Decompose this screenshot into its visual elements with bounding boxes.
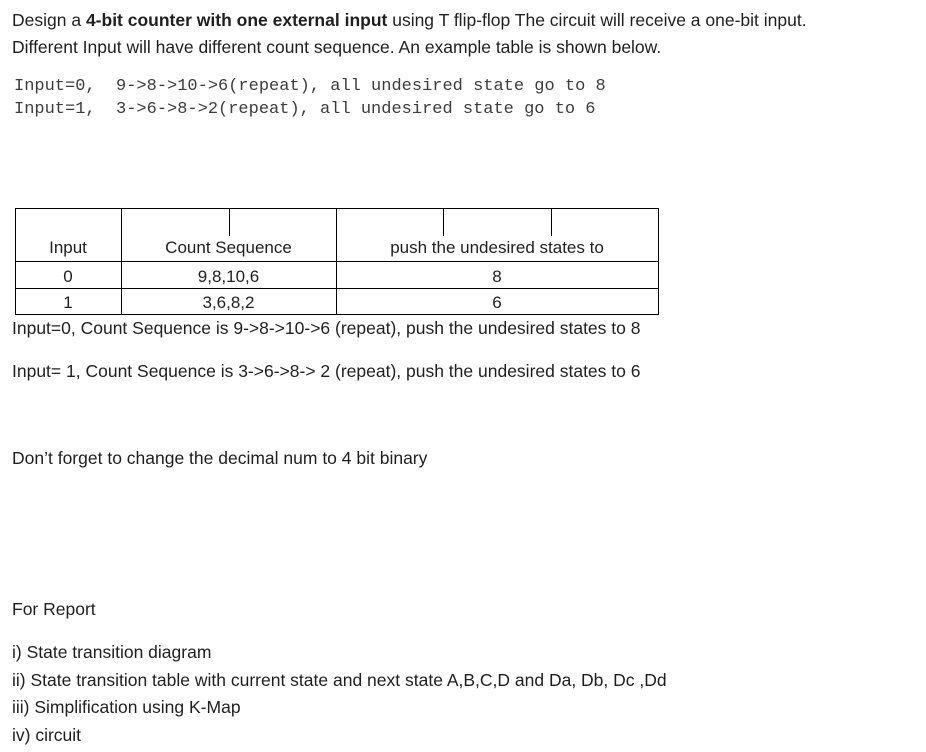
report-item: i) State transition diagram [12,642,212,662]
intro-text-cont: using T flip-flop The circuit will receive a one-bit input. [387,10,807,30]
note-reminder: Don’t forget to change the decimal num to 4 bit binary [12,448,428,468]
table-cell-input: 0 [63,267,73,286]
sequence-table [15,208,659,315]
table-cell-undesired: 8 [492,267,502,286]
report-item: ii) State transition table with current state and next state A,B,C,D and Da, Db, Dc ,Dd [12,670,667,690]
table-header-count-sequence: Count Sequence [165,238,292,257]
report-item: iii) Simplification using K-Map [12,697,241,717]
code-line-1: Input=0, 9->8->10->6(repeat), all undesired state go to 8 [14,77,606,96]
note-input-1: Input= 1, Count Sequence is 3->6->8-> 2 (repeat), push the undesired states to 6 [12,361,641,381]
intro-line-2: Different Input will have different count sequence. An example table is shown below. [12,37,662,57]
intro-line-1 [12,10,807,31]
note-input-0: Input=0, Count Sequence is 9->8->10->6 (repeat), push the undesired states to 8 [12,318,641,338]
intro-text: Design a [12,10,86,30]
table-header-undesired: push the undesired states to [390,238,604,257]
table-cell-undesired: 6 [492,293,502,312]
table-header-input: Input [49,238,87,257]
intro-bold-text: 4-bit counter with one external input [85,10,388,30]
report-item: iv) circuit [12,725,82,745]
table-cell-sequence: 9,8,10,6 [197,267,260,286]
table-cell-input: 1 [63,293,73,312]
table-cell-sequence: 3,6,8,2 [202,293,255,312]
code-line-2: Input=1, 3->6->8->2(repeat), all undesired state go to 6 [14,100,596,119]
report-heading: For Report [12,599,96,619]
